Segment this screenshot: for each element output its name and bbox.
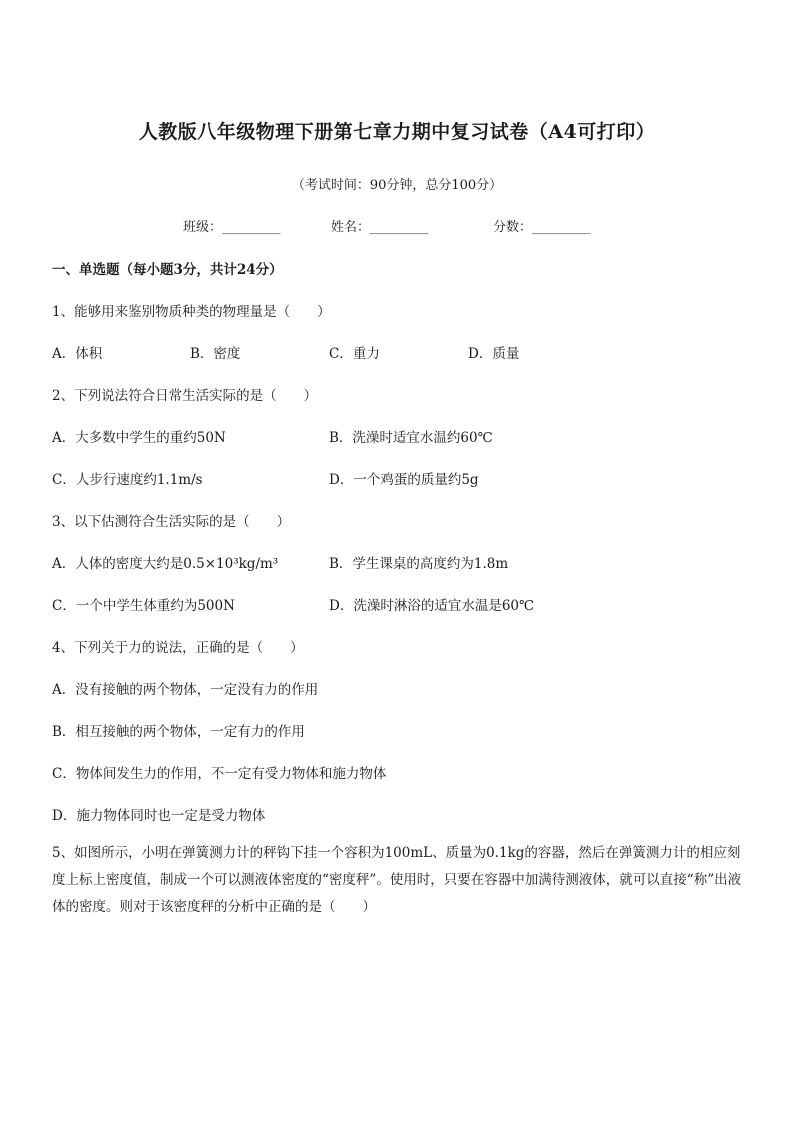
question-1-option-a: A．体积 (52, 346, 103, 362)
question-2-option-b: B．洗澡时适宜水温约60℃ (329, 430, 493, 446)
question-3-option-a: A．人体的密度大约是0.5×10³kg/m³ (52, 556, 279, 572)
question-3-stem: 3、以下估测符合生活实际的是（ ） (52, 514, 291, 530)
section-heading: 一、单选题（每小题3分，共计24分） (52, 262, 283, 278)
question-1-option-b: B．密度 (190, 346, 241, 362)
question-4-option-a: A．没有接触的两个物体，一定没有力的作用 (52, 682, 319, 698)
question-3-option-c: C．一个中学生体重约为500N (52, 598, 235, 614)
question-4-option-d: D．施力物体同时也一定是受力物体 (52, 808, 266, 824)
question-1-option-d: D．质量 (468, 346, 520, 362)
question-2-option-c: C．人步行速度约1.1m/s (52, 472, 203, 488)
exam-time-note: （考试时间：90分钟，总分100分） (291, 178, 503, 193)
question-1-option-c: C．重力 (329, 346, 380, 362)
question-4-option-b: B．相互接触的两个物体，一定有力的作用 (52, 724, 305, 740)
page-title: 人教版八年级物理下册第七章力期中复习试卷（A4可打印） (138, 121, 656, 143)
question-2-option-d: D．一个鸡蛋的质量约5g (329, 472, 479, 488)
question-4-option-c: C．物体间发生力的作用，不一定有受力物体和施力物体 (52, 766, 387, 782)
question-3-option-d: D．洗澡时淋浴的适宜水温是60℃ (329, 598, 535, 614)
score-field: 分数：_________ (493, 220, 591, 235)
class-field: 班级：_________ (183, 220, 281, 235)
question-1-stem: 1、能够用来鉴别物质种类的物理量是（ ） (52, 304, 331, 320)
question-3-option-b: B．学生课桌的高度约为1.8m (329, 556, 509, 572)
question-2-stem: 2、下列说法符合日常生活实际的是（ ） (52, 388, 318, 404)
question-2-option-a: A．大多数中学生的重约50N (52, 430, 226, 446)
question-4-stem: 4、下列关于力的说法，正确的是（ ） (52, 640, 304, 656)
question-5-stem: 5、如图所示，小明在弹簧测力计的秤钩下挂一个容积为100mL、质量为0.1kg的容器，然后在弹簧测力计的相应刻度上标上密度值，制成一个可以测液体密度的“密度秤”。使用时，只要在容器中加满待测液体，就可以直接“称”出液体的密度。则对于该密度秤的分析中正确的是（ ） (52, 845, 742, 915)
name-field: 姓名：_________ (331, 220, 429, 235)
